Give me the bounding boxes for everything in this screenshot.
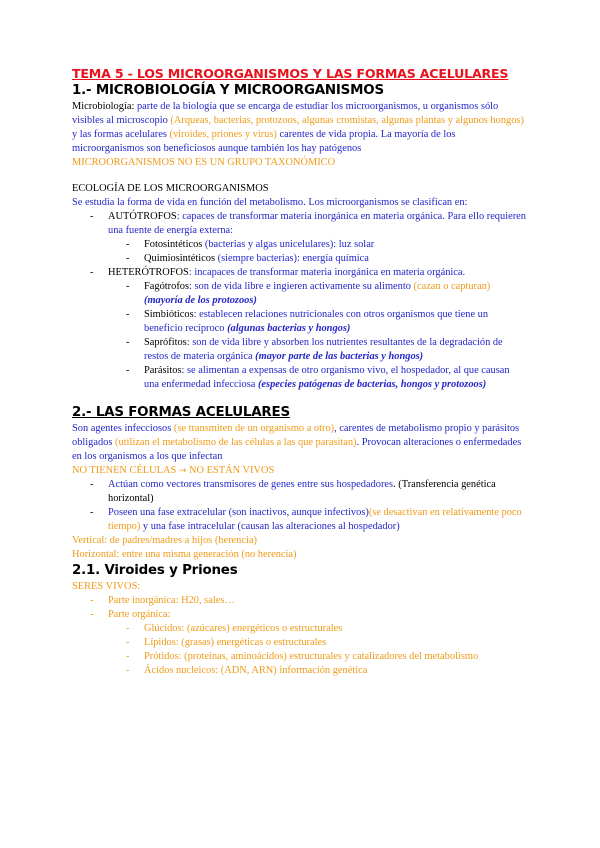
list-item-fotosinteticos: - Fotosintéticos (bacterias y algas unicelulares): luz solar	[126, 239, 375, 250]
list-item-inorganica: - Parte inorgánica: H20, sales…	[90, 595, 235, 606]
acellular-paragraph: Son agentes infecciosos (se transmiten de un organismo a otro), carentes de metabolismo propio y parásitos obligados (utilizan el metabolismo de las células a las que parasitan). Provocan alteraciones o enfermedades en los organismos a los que infectan	[72, 423, 522, 462]
list-item-autotrofos: - AUTÓTROFOS: capaces de transformar materia inorgánica en materia orgánica. Para ello requieren una fuente de energía externa:	[90, 211, 526, 236]
list-item-lipidos: - Lípidos: (grasas) energéticas o estructurales	[126, 637, 327, 648]
list-item-organica: - Parte orgánica:	[90, 609, 171, 620]
acellular-examples: (viroides, priones y virus)	[169, 129, 277, 140]
horizontal-note: Horizontal: entre una misma generación (no herencia)	[72, 549, 297, 560]
seres-vivos-label: SERES VIVOS:	[72, 581, 141, 592]
acellular-list	[72, 478, 527, 534]
microbiology-paragraph	[72, 100, 527, 156]
definition-text-2: y las formas acelulares	[72, 129, 170, 140]
list-item-protidos: - Prótidos: (proteínas, aminoácidos) estructurales y catalizadores del metabolismo	[126, 651, 479, 662]
document-page	[72, 66, 527, 678]
list-item-acidos-nucleicos: - Ácidos nucleicos: (ADN, ARN) información genética	[126, 665, 368, 676]
vertical-note: Vertical: de padres/madres a hijos (herencia)	[72, 535, 257, 546]
right-arrow-icon: →	[178, 466, 187, 476]
document-title: TEMA 5 - LOS MICROORGANISMOS Y LAS FORMAS ACELULARES	[72, 66, 509, 81]
list-item-glucidos: - Glúcidos: (azúcares) energéticos o estructurales	[126, 623, 343, 634]
no-cells-note: NO TIENEN CÉLULAS → NO ESTÁN VIVOS	[72, 465, 275, 476]
ecology-heading: ECOLOGÍA DE LOS MICROORGANISMOS	[72, 183, 269, 194]
examples-text: (Arqueas, bacterias, protozoos, algunas cromistas, algunas plantas y algunos hongos)	[170, 115, 524, 126]
list-item-vectores: - Actúan como vectores transmisores de genes entre sus hospedadores. (Transferencia genética horizontal)	[90, 479, 496, 504]
definition-text: parte de la biología que se encarga de estudiar los microorganismos, u organismos sólo visibles al microscopio	[72, 101, 499, 126]
definition-text-3: carentes de vida propia. La mayoría de los microorganismos son beneficiosos aunque también los hay patógenos	[72, 129, 456, 154]
list-item-fases: - Poseen una fase extracelular (son inactivos, aunque infectivos)(se desactivan en relativamente poco tiempo) y una fase intracelular (causan las alteraciones al hospedador)	[90, 507, 522, 532]
list-item-heterotrofos: - HETERÓTROFOS: incapaces de transformar materia inorgánica en materia orgánica.	[90, 267, 466, 278]
section-2-heading: 2.- LAS FORMAS ACELULARES	[72, 405, 290, 420]
list-item-simbioticos: - Simbióticos: establecen relaciones nutricionales con otros organismos que tiene un beneficio recíproco (algunas bacterias y hongos)	[126, 309, 489, 334]
section-2-1-heading: 2.1. Viroides y Priones	[72, 563, 238, 578]
list-item-fagotrofos: - Fagótrofos: son de vida libre e ingieren activamente su alimento (cazan o capturan) (mayoría de los protozoos)	[126, 281, 491, 306]
list-item-saprofitos: - Saprófitos: son de vida libre y absorben los nutrientes resultantes de la degradación de restos de materia orgánica (mayor parte de las bacterias y hongos)	[126, 337, 503, 362]
ecology-intro: Se estudia la forma de vida en función del metabolismo. Los microorganismos se clasifican en:	[72, 197, 468, 208]
ecology-list	[72, 210, 527, 392]
section-1-heading: 1.- MICROBIOLOGÍA Y MICROORGANISMOS	[72, 83, 384, 98]
seres-vivos-list	[72, 594, 527, 678]
taxonomy-note: MICROORGANISMOS NO ES UN GRUPO TAXONÓMICO	[72, 157, 336, 168]
term-microbiologia: Microbiología:	[72, 101, 137, 112]
list-item-quimiosinteticos: - Quimiosintéticos (siempre bacterias): energía química	[126, 253, 369, 264]
list-item-parasitos: - Parásitos: se alimentan a expensas de otro organismo vivo, el hospedador, al que causan una enfermedad infecciosa (especies patógenas de bacterias, hongos y protozoos)	[126, 365, 510, 390]
